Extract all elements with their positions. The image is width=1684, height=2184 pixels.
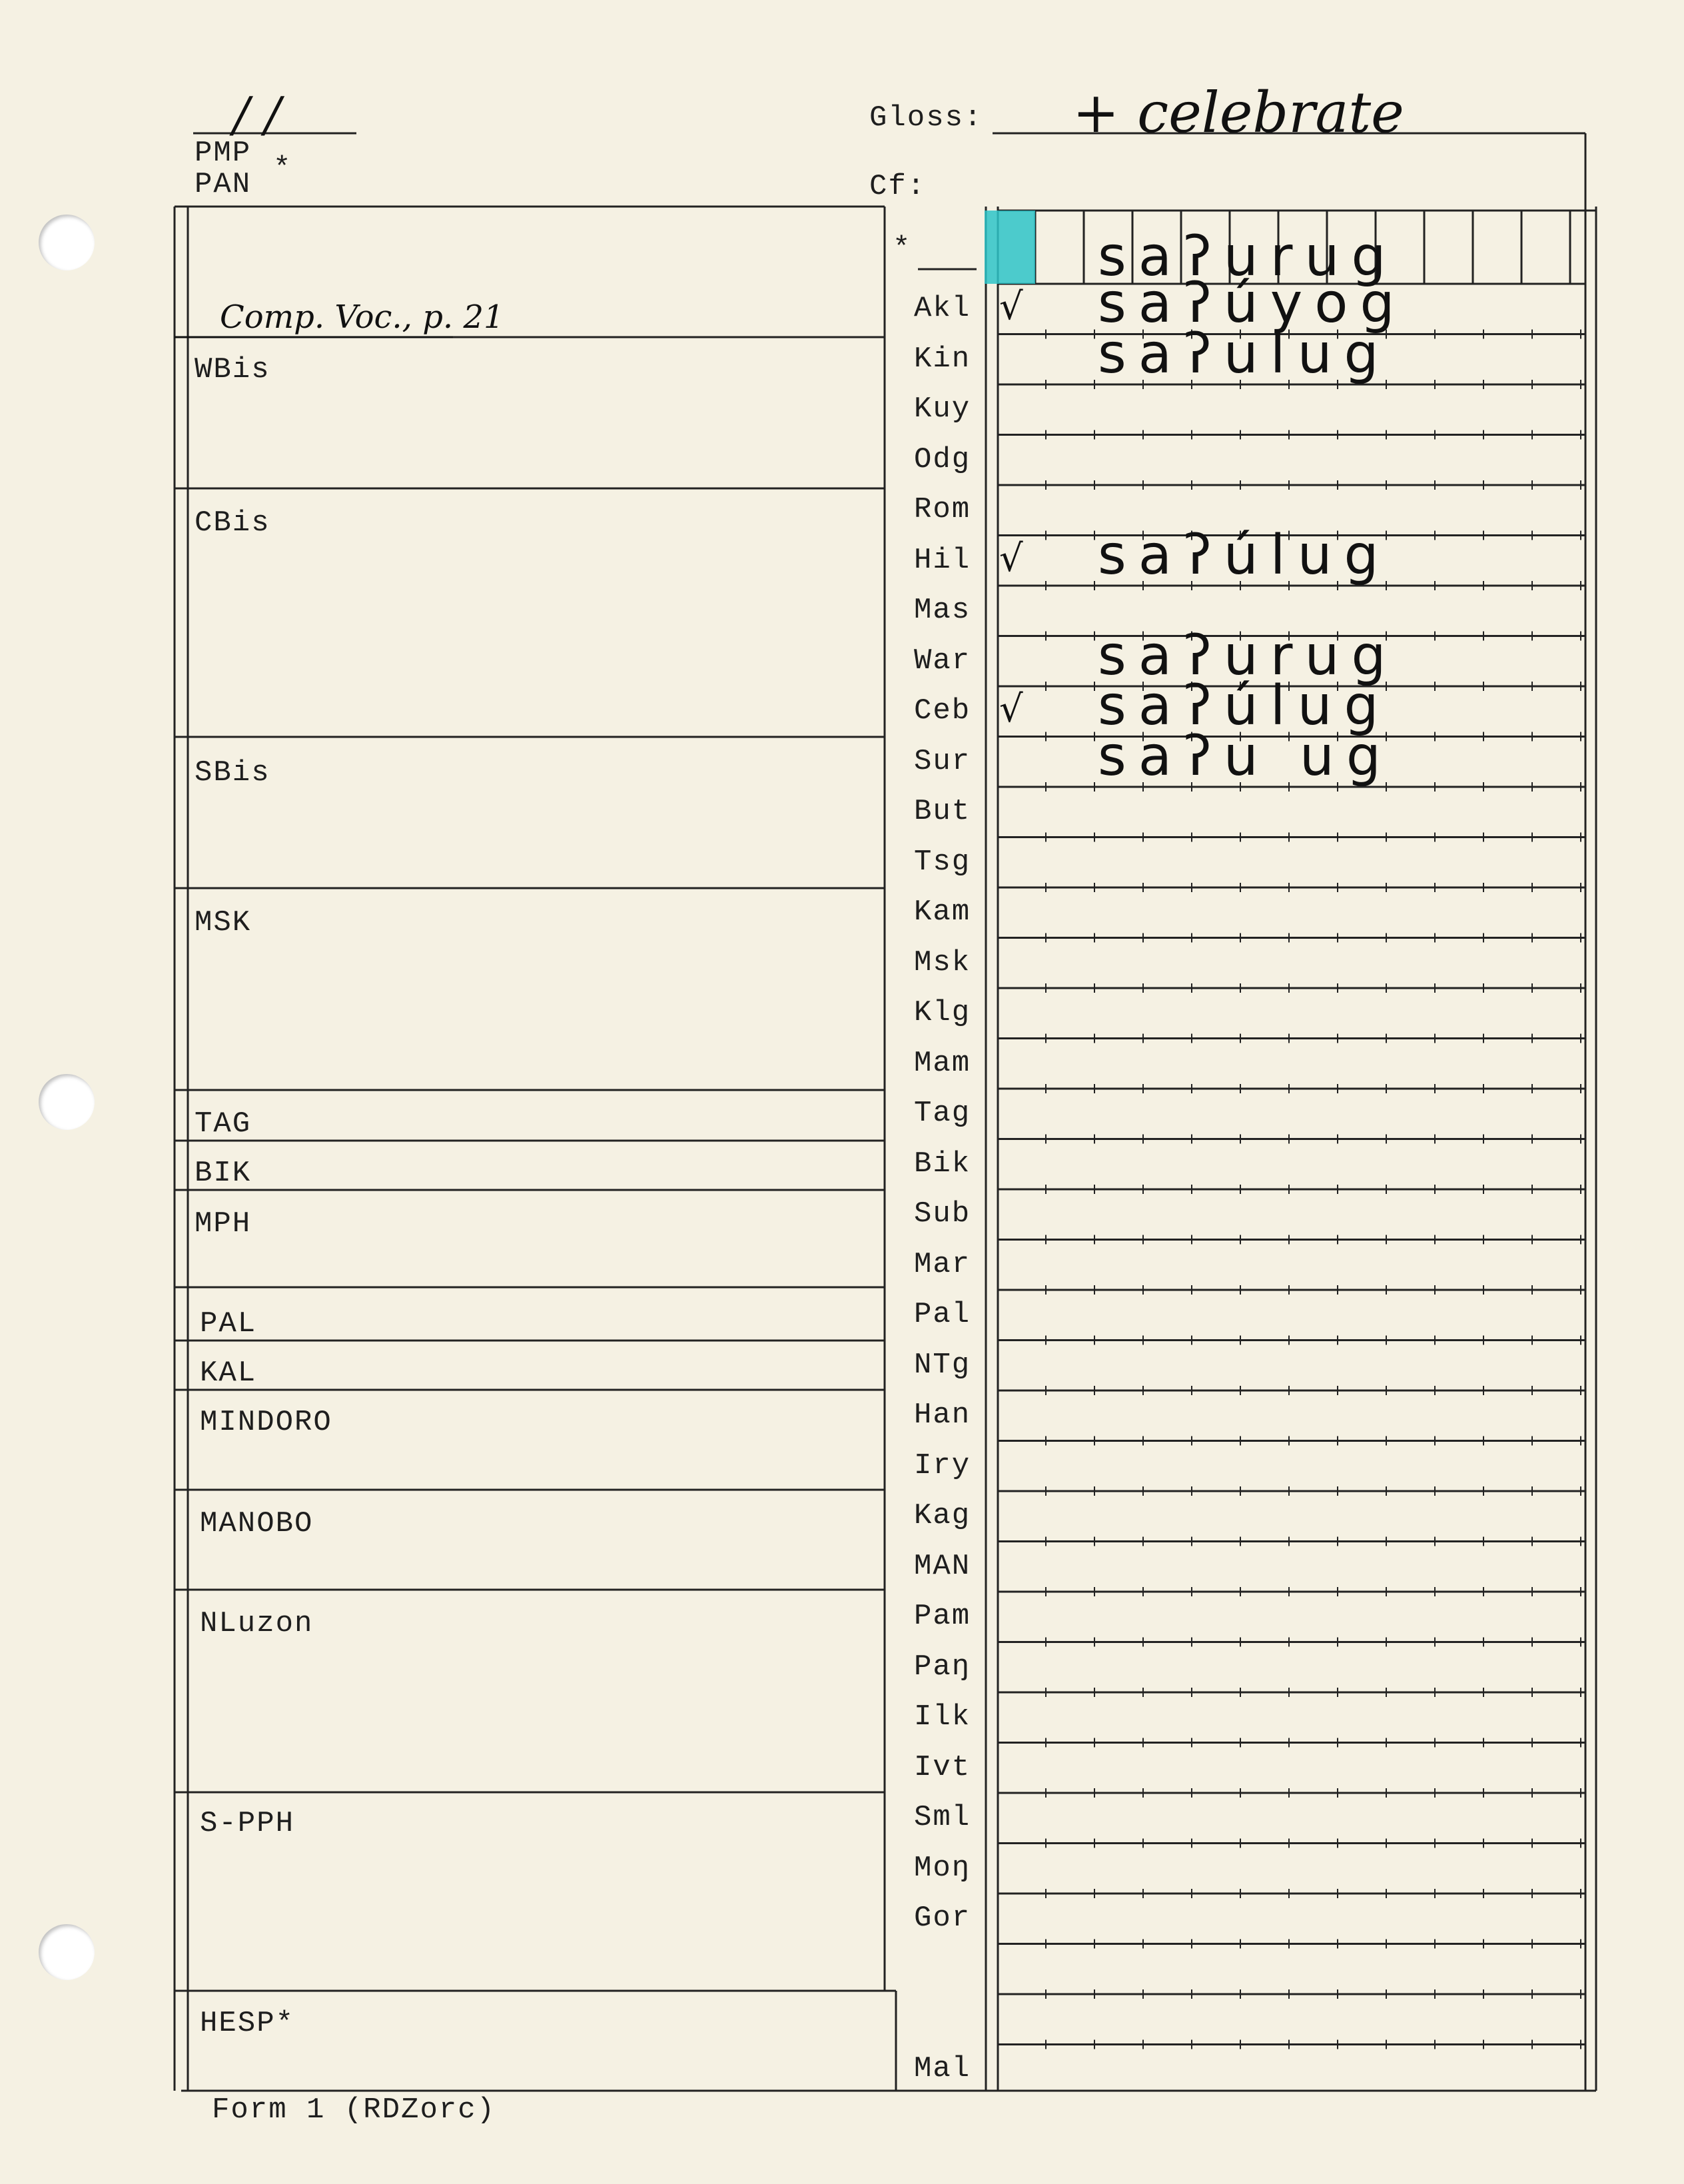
language-code: MAN — [914, 1549, 971, 1583]
pan-label: PAN — [195, 168, 252, 201]
region-label: S-PPH — [200, 1807, 295, 1840]
language-code: Bik — [914, 1147, 971, 1181]
language-code: Mal — [914, 2052, 971, 2085]
cf-label: Cf: — [869, 170, 927, 203]
language-code: Gor — [914, 1902, 971, 1935]
language-code: Iry — [914, 1448, 971, 1482]
star-mark: * — [273, 152, 292, 185]
language-code: Ivt — [914, 1750, 971, 1784]
form-footer: Form 1 (RDZorc) — [212, 2093, 496, 2127]
region-label: WBis — [195, 353, 270, 386]
highlight-marker — [985, 211, 1035, 284]
region-label: MPH — [195, 1207, 252, 1241]
reflex-form: saʔúlug — [1098, 674, 1391, 738]
language-code: Sur — [914, 744, 971, 778]
language-code: Msk — [914, 945, 971, 979]
region-label: PAL — [200, 1307, 257, 1341]
reflex-form: saʔulug — [1098, 322, 1391, 386]
proto-form: saʔurug — [1098, 225, 1398, 288]
language-code: Kuy — [914, 392, 971, 426]
language-code: Kag — [914, 1499, 971, 1532]
language-code: Odg — [914, 442, 971, 476]
language-code: Mar — [914, 1247, 971, 1281]
check-mark: √ — [999, 536, 1023, 580]
language-code: Kin — [914, 342, 971, 376]
language-code: Kam — [914, 895, 971, 929]
region-label: TAG — [195, 1107, 252, 1141]
date-field: / / — [233, 87, 281, 143]
language-code: Mas — [914, 594, 971, 627]
language-code: Sub — [914, 1197, 971, 1231]
region-label: KAL — [200, 1357, 257, 1390]
language-code: Pal — [914, 1298, 971, 1331]
language-code: Akl — [914, 292, 971, 325]
language-code: Klg — [914, 996, 971, 1029]
reflex-form: saʔúyog — [1098, 272, 1407, 335]
language-code: NTg — [914, 1348, 971, 1382]
language-code: Tag — [914, 1097, 971, 1130]
language-code: But — [914, 795, 971, 828]
gloss-label: Gloss: — [869, 101, 983, 135]
language-code: Moŋ — [914, 1851, 971, 1885]
language-code: Mam — [914, 1046, 971, 1080]
language-code: Tsg — [914, 845, 971, 879]
language-code: Paŋ — [914, 1650, 971, 1684]
reflex-form: saʔu ug — [1098, 724, 1393, 788]
reflex-form: saʔurug — [1098, 624, 1398, 688]
language-code: Rom — [914, 493, 971, 526]
check-mark: √ — [999, 285, 1023, 328]
region-label: CBis — [195, 506, 270, 540]
language-code: Han — [914, 1398, 971, 1432]
region-label: MSK — [195, 906, 252, 939]
region-label: HESP* — [200, 2007, 295, 2040]
proto-star: * — [893, 232, 912, 265]
language-code: Ceb — [914, 694, 971, 728]
pmp-label: PMP — [195, 137, 252, 170]
region-label: SBis — [195, 756, 270, 790]
language-code: Ilk — [914, 1700, 971, 1734]
language-code: Sml — [914, 1801, 971, 1834]
region-label: NLuzon — [200, 1607, 314, 1640]
region-label: MANOBO — [200, 1507, 314, 1540]
language-code: Hil — [914, 543, 971, 577]
reference-note: Comp. Voc., p. 21 — [220, 298, 504, 336]
reflex-form: saʔúlug — [1098, 523, 1391, 587]
gloss-value: + celebrate — [1072, 80, 1404, 145]
region-label: MINDORO — [200, 1406, 332, 1439]
language-code: Pam — [914, 1600, 971, 1633]
check-mark: √ — [999, 688, 1023, 731]
language-code: War — [914, 644, 971, 678]
region-label: BIK — [195, 1157, 252, 1190]
